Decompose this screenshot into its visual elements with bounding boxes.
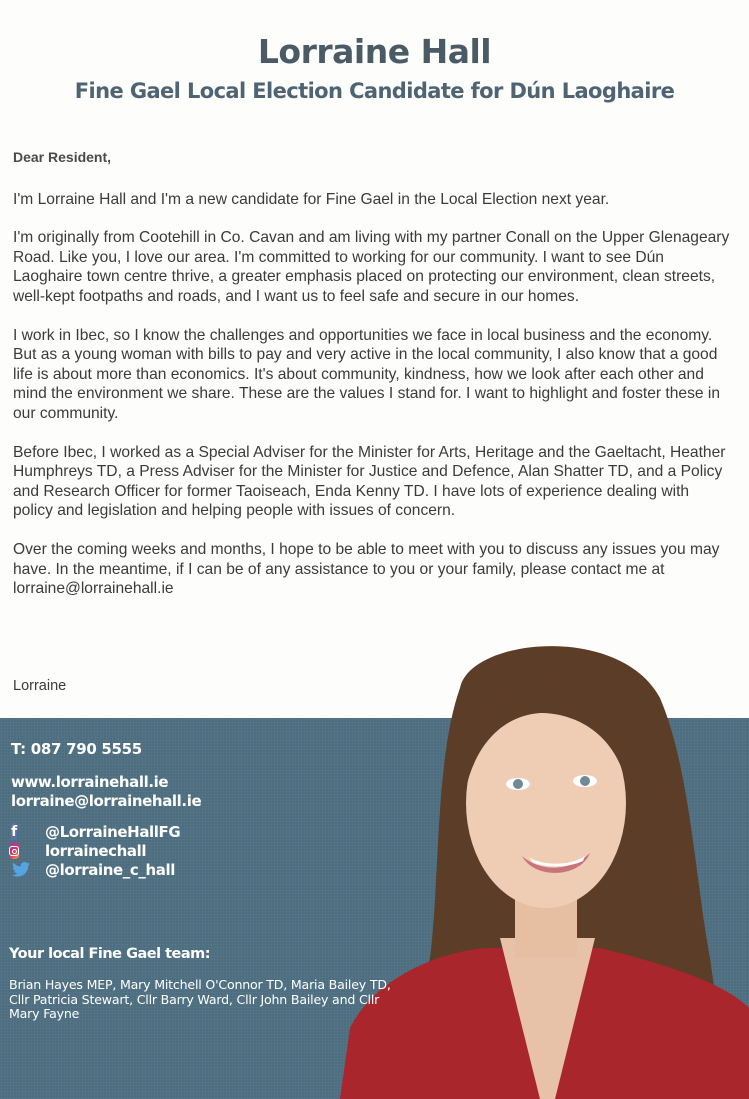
phone-number[interactable]: T: 087 790 5555: [11, 740, 142, 758]
facebook-handle: @LorraineHallFG: [45, 822, 181, 841]
instagram-icon: [9, 842, 19, 859]
letter-greeting: Dear Resident,: [13, 149, 112, 165]
letter-paragraph: I work in Ibec, so I know the challenges and opportunities we face in local business and the economy. But as a young woman with bills to pay and very active in the local community, I also know that a good life is about more than economics. It's about community, kindness, how we look after each other and mind the environment we share. These are the values I stand for. I want to highlight and foster these in our community.: [13, 326, 721, 422]
team-members: Brian Hayes MEP, Mary Mitchell O'Connor TD, Maria Bailey TD, Cllr Patricia Stewart, Cllr Barry Ward, Cllr John Bailey and Cllr Mary Fayne: [9, 977, 391, 1021]
team-heading: Your local Fine Gael team:: [9, 946, 211, 962]
team-section: [9, 946, 394, 1022]
letter-paragraph: Before Ibec, I worked as a Special Adviser for the Minister for Arts, Heritage and the Gaeltacht, Heather Humphreys TD, a Press Adviser for the Minister for Justice and Defence, Alan Shatter TD, and a Policy and Research Officer for former Taoiseach, Enda Kenny TD. I have lots of experience dealing with policy and legislation and helping people with issues of concern.: [13, 443, 726, 520]
header: [0, 30, 749, 106]
social-links: [11, 822, 201, 879]
candidate-photo: [340, 628, 749, 1099]
facebook-icon: f: [11, 823, 17, 840]
letter-body: [13, 148, 733, 618]
letter-paragraph: Over the coming weeks and months, I hope to be able to meet with you to discuss any issues you may have. In the meantime, if I can be of any assistance to you or your family, please contact me at lorraine@lorrainehall.ie: [13, 540, 720, 598]
twitter-link[interactable]: [11, 860, 201, 879]
instagram-handle: lorrainechall: [45, 841, 147, 860]
candidate-subtitle: Fine Gael Local Election Candidate for Dún Laoghaire: [74, 79, 675, 103]
facebook-link[interactable]: [11, 822, 201, 841]
twitter-icon: [11, 861, 31, 879]
twitter-handle: @lorraine_c_hall: [45, 860, 175, 879]
letter-paragraph: I'm Lorraine Hall and I'm a new candidate for Fine Gael in the Local Election next year.: [13, 190, 610, 208]
email-link[interactable]: lorraine@lorrainehall.ie: [11, 792, 202, 810]
letter-paragraph: I'm originally from Cootehill in Co. Cavan and am living with my partner Conall on the Upper Glenageary Road. Like you, I love our area. I'm committed to working for our community. I want to see Dún Laoghaire town centre thrive, a greater emphasis placed on protecting our environment, clean streets, well-kept footpaths and roads, and I want us to feel safe and secure in our homes.: [13, 229, 730, 305]
website-link[interactable]: www.lorrainehall.ie: [11, 773, 169, 791]
candidate-name: Lorraine Hall: [257, 32, 492, 71]
contact-info: [11, 740, 201, 879]
letter-signoff: Lorraine: [13, 678, 67, 694]
instagram-link[interactable]: [11, 841, 201, 860]
